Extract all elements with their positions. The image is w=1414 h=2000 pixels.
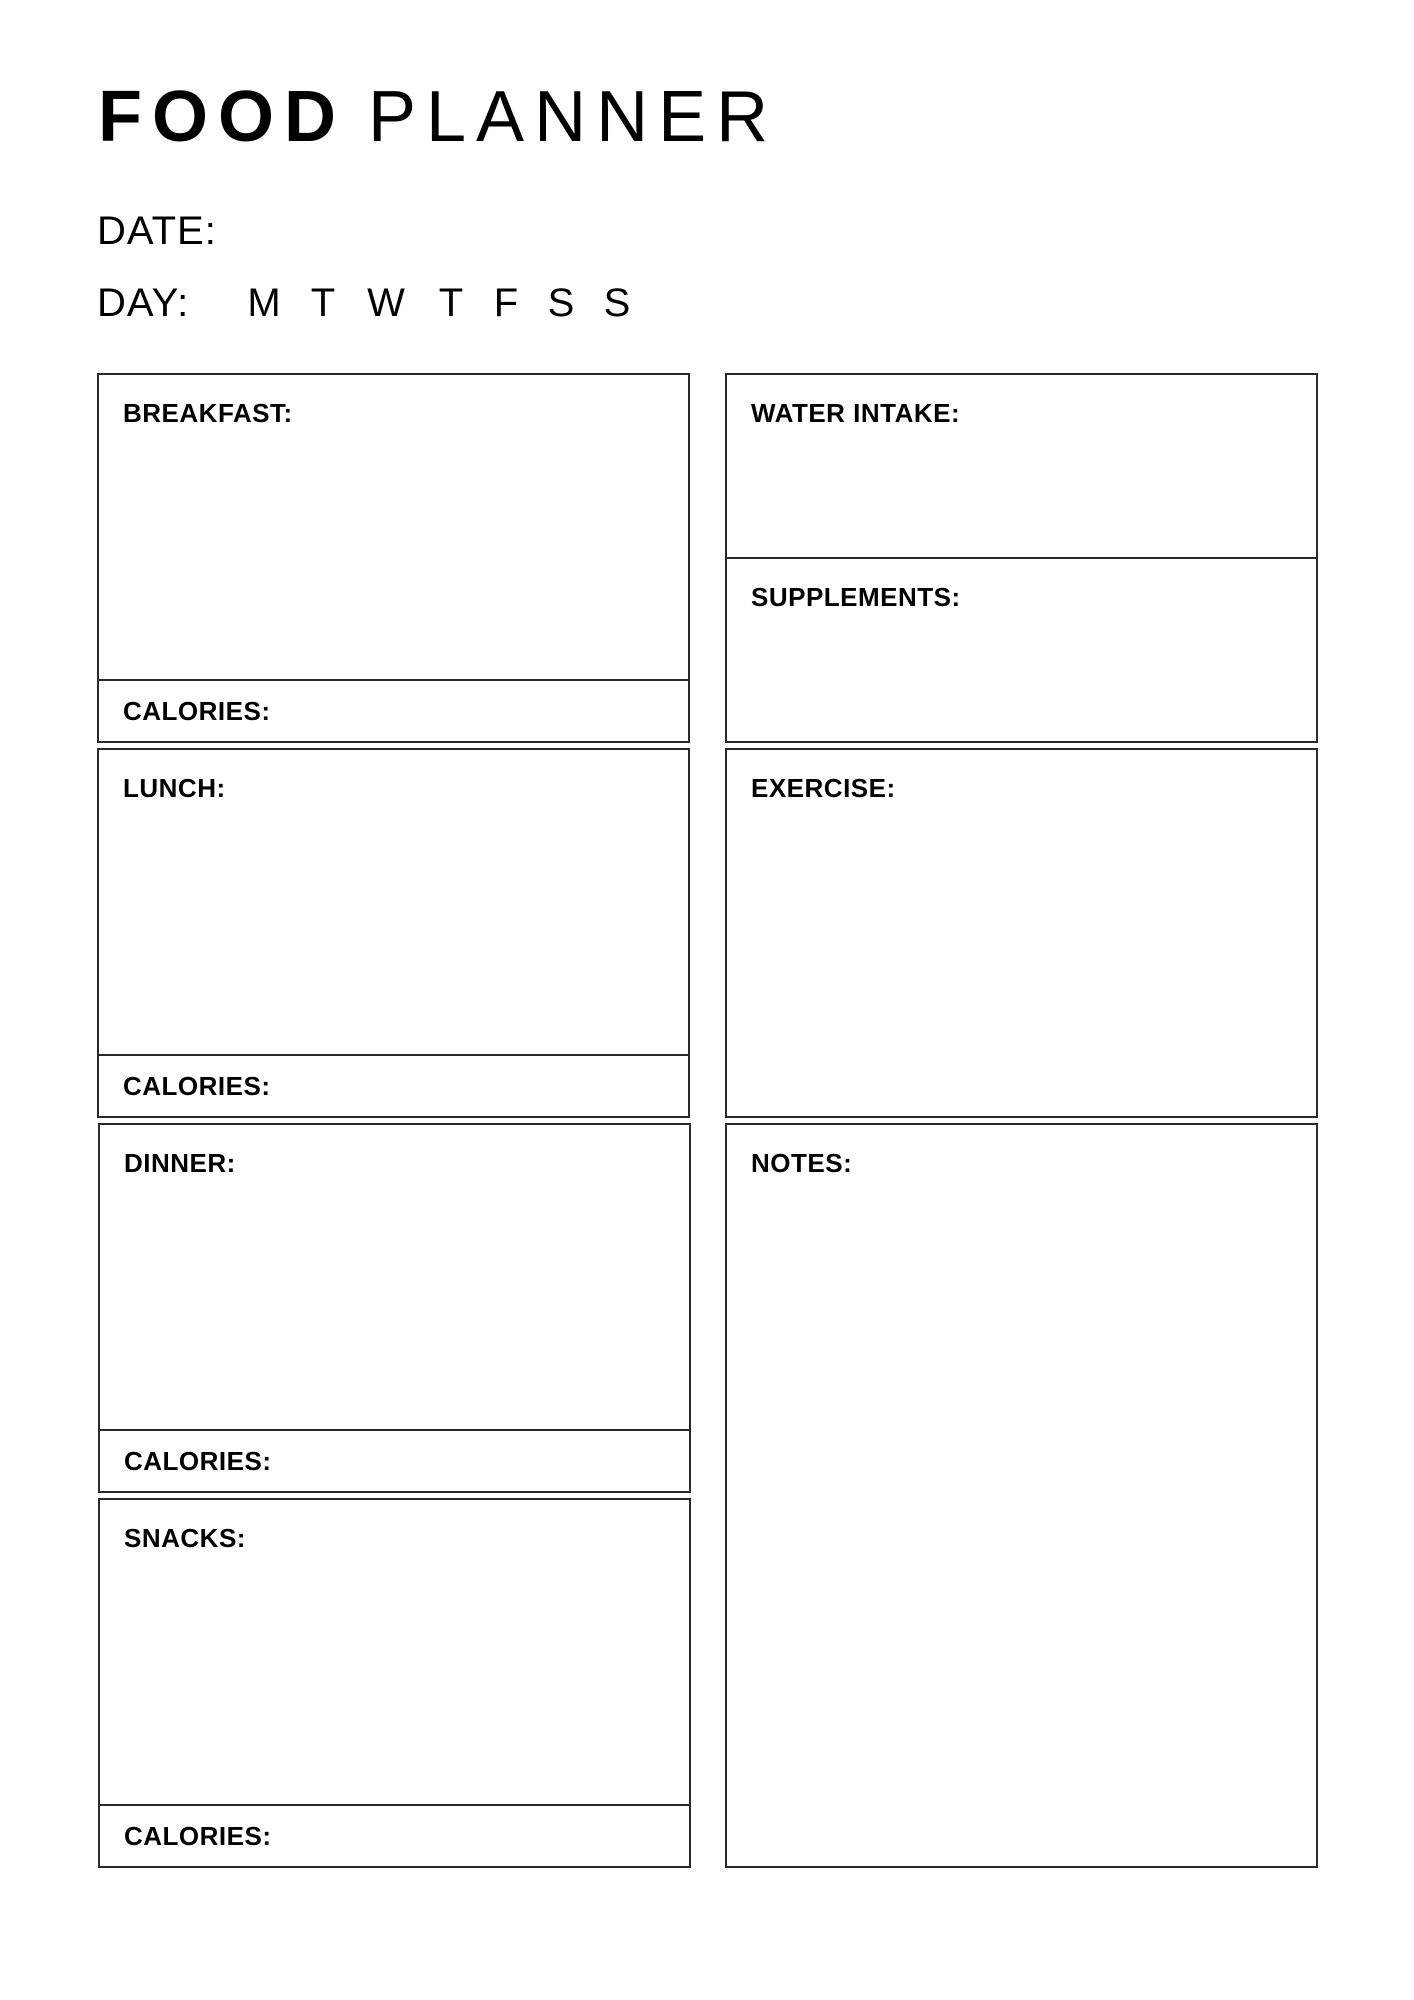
- day-tuesday[interactable]: T: [310, 281, 336, 325]
- notes-label: NOTES:: [751, 1148, 853, 1178]
- day-label: DAY:: [97, 281, 190, 325]
- lunch-divider: [99, 1054, 688, 1056]
- supplements-label: SUPPLEMENTS:: [751, 582, 961, 612]
- breakfast-label: BREAKFAST:: [123, 398, 293, 428]
- day-monday[interactable]: M: [247, 281, 281, 325]
- day-friday[interactable]: F: [493, 281, 519, 325]
- notes-box[interactable]: [725, 1123, 1318, 1868]
- snacks-divider: [100, 1804, 689, 1806]
- water-supplements-box: [725, 373, 1318, 743]
- day-sunday[interactable]: S: [603, 281, 631, 325]
- snacks-label: SNACKS:: [124, 1523, 246, 1553]
- page-title: [98, 72, 778, 162]
- dinner-box[interactable]: [98, 1123, 691, 1493]
- water-intake-label: WATER INTAKE:: [751, 398, 961, 428]
- dinner-divider: [100, 1429, 689, 1431]
- lunch-box[interactable]: [97, 748, 690, 1118]
- snacks-box[interactable]: [98, 1498, 691, 1868]
- breakfast-calories-label: CALORIES:: [123, 696, 271, 726]
- water-supplements-divider: [727, 557, 1316, 559]
- exercise-box[interactable]: [725, 748, 1318, 1118]
- title-bold-word: FOOD: [98, 77, 346, 157]
- lunch-calories-label: CALORIES:: [123, 1071, 271, 1101]
- exercise-label: EXERCISE:: [751, 773, 896, 803]
- day-thursday[interactable]: T: [438, 281, 464, 325]
- dinner-label: DINNER:: [124, 1148, 236, 1178]
- day-saturday[interactable]: S: [547, 281, 575, 325]
- breakfast-box[interactable]: [97, 373, 690, 743]
- dinner-calories-label: CALORIES:: [124, 1446, 272, 1476]
- day-wednesday[interactable]: W: [367, 281, 405, 325]
- lunch-label: LUNCH:: [123, 773, 226, 803]
- breakfast-divider: [99, 679, 688, 681]
- title-regular-word: PLANNER: [367, 77, 779, 157]
- date-label: DATE:: [97, 209, 217, 253]
- snacks-calories-label: CALORIES:: [124, 1821, 272, 1851]
